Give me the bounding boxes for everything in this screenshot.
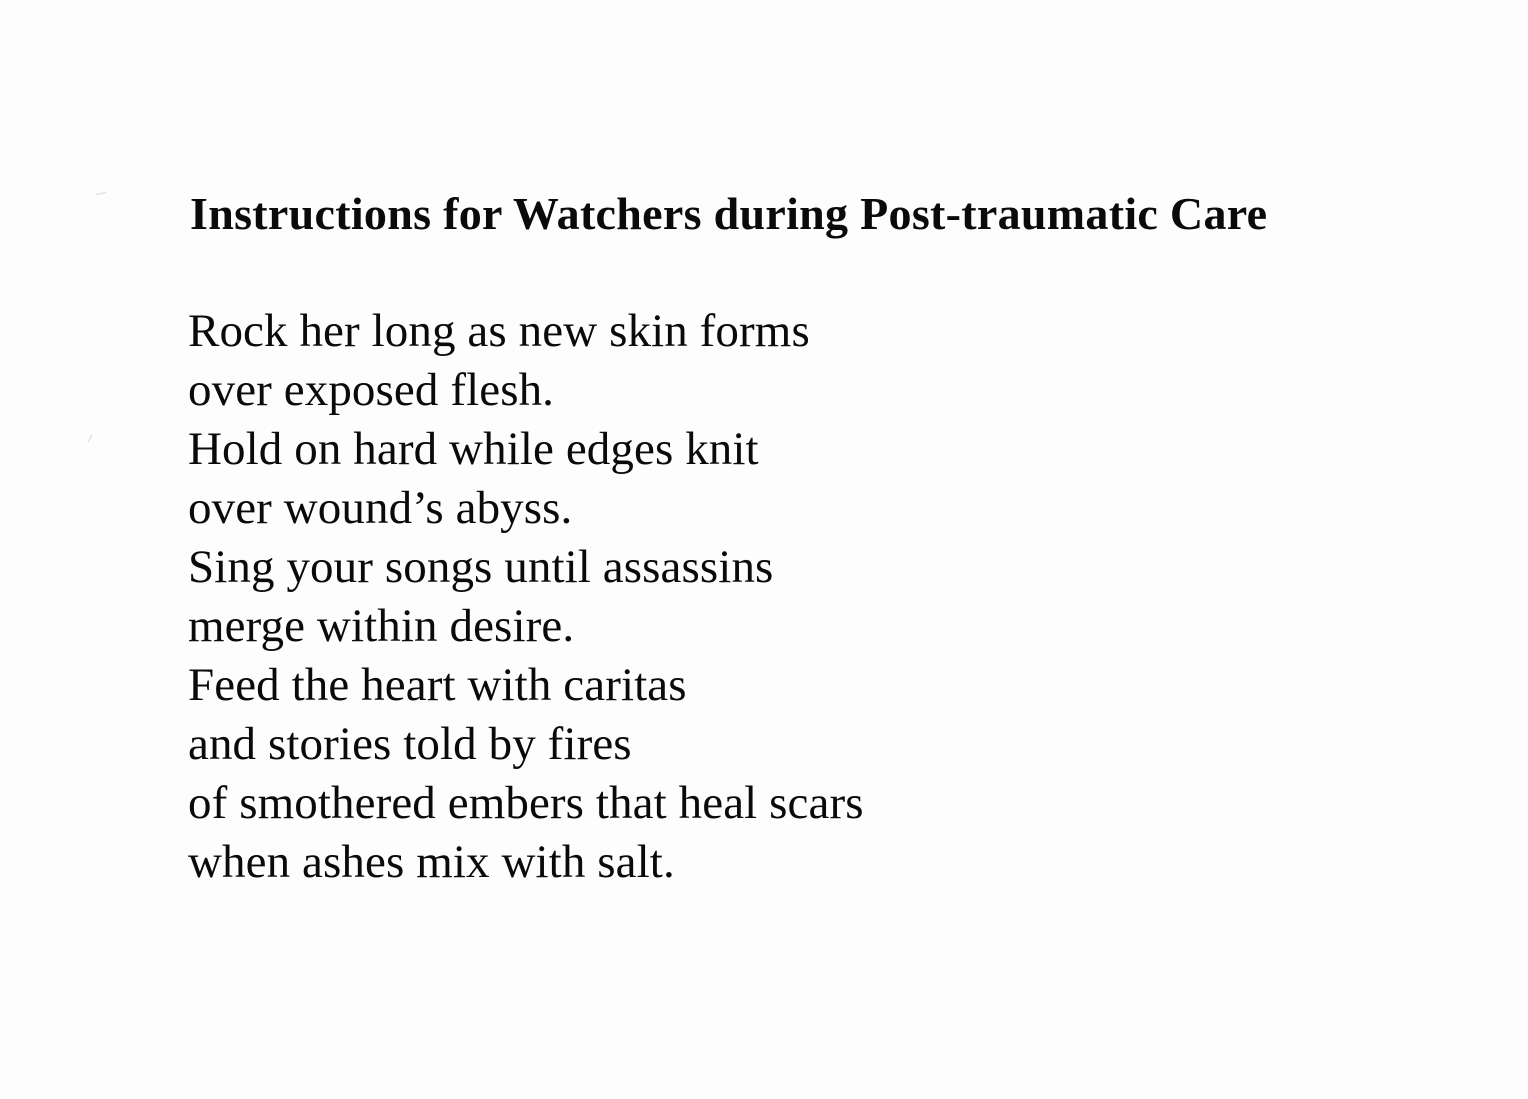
poem-line: and stories told by fires: [188, 718, 632, 770]
poem-line: Hold on hard while edges knit: [188, 423, 759, 475]
poem-line: of smothered embers that heal scars: [188, 777, 864, 829]
poem-line: over wound’s abyss.: [188, 482, 573, 534]
poem-line: Sing your songs until assassins: [188, 541, 774, 593]
scan-speck: [96, 192, 106, 195]
poem-body: [188, 302, 864, 892]
scan-speck: [88, 435, 93, 442]
poem-line: merge within desire.: [188, 600, 575, 652]
poem-line: Feed the heart with caritas: [188, 659, 687, 711]
poem-line: when ashes mix with salt.: [188, 836, 675, 888]
poem-line: over exposed flesh.: [188, 364, 555, 416]
poem-line: Rock her long as new skin forms: [188, 305, 810, 357]
poem-title: Instructions for Watchers during Post-traumatic Care: [190, 188, 1268, 239]
